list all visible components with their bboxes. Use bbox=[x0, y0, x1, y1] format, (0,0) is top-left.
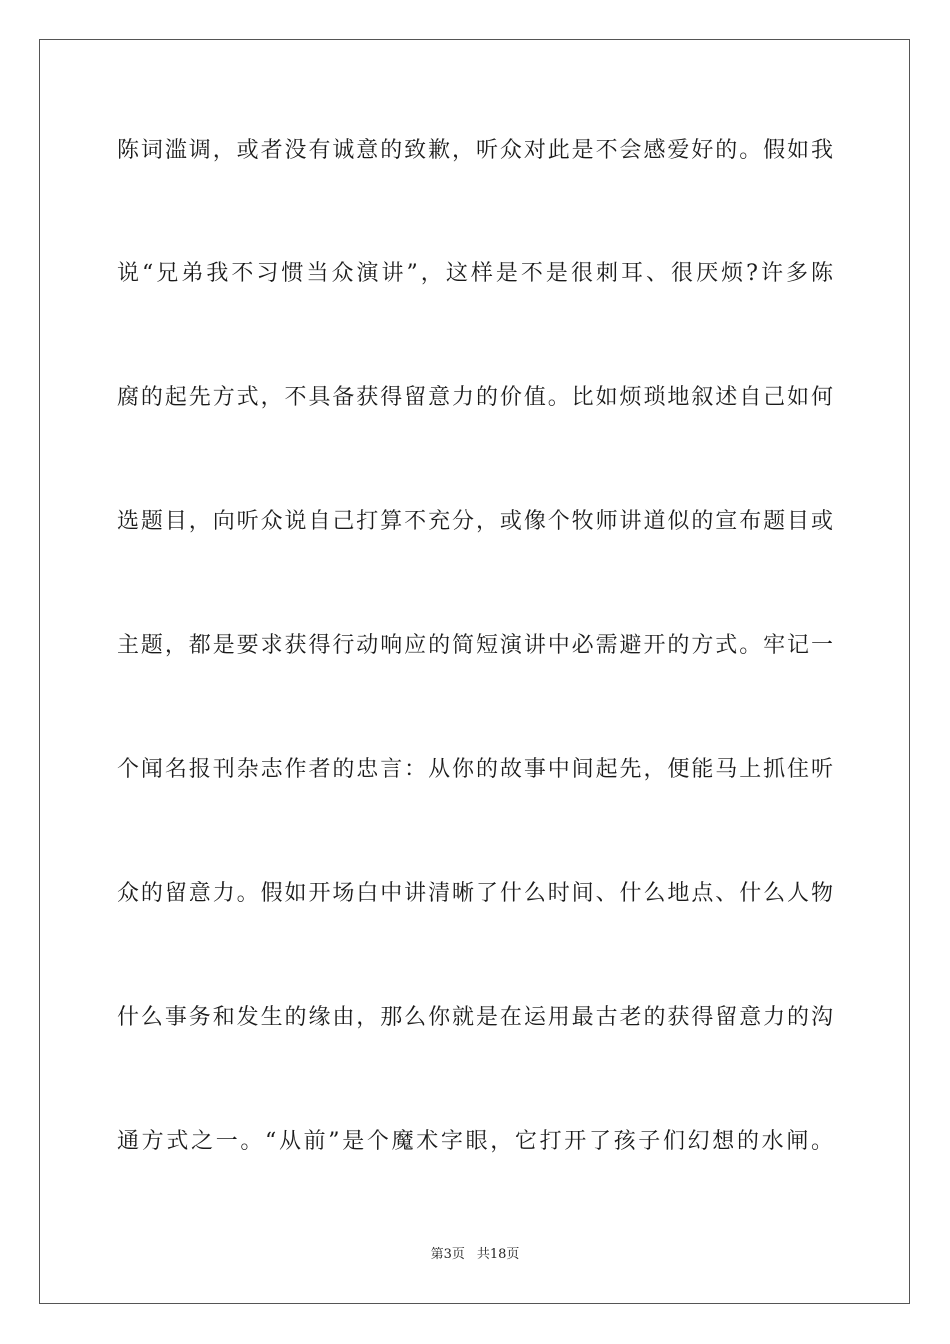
body-text-line: 通方式之一。“从前”是个魔术字眼，它打开了孩子们幻想的水闸。 bbox=[117, 1129, 833, 1154]
page-total: 共18页 bbox=[476, 1247, 520, 1262]
body-text-line: 选题目，向听众说自己打算不充分，或像个牧师讲道似的宣布题目或 bbox=[117, 509, 833, 534]
body-text-line: 主题，都是要求获得行动响应的简短演讲中必需避开的方式。牢记一 bbox=[117, 633, 833, 658]
page-footer bbox=[0, 1246, 950, 1264]
page-number: 第3页 bbox=[430, 1247, 465, 1262]
body-text-line: 说“兄弟我不习惯当众演讲”，这样是不是很刺耳、很厌烦?许多陈 bbox=[117, 261, 833, 286]
body-text-line: 众的留意力。假如开场白中讲清晰了什么时间、什么地点、什么人物 bbox=[117, 881, 833, 906]
body-text-line: 陈词滥调，或者没有诚意的致歉，听众对此是不会感爱好的。假如我 bbox=[117, 138, 833, 163]
page-border bbox=[39, 39, 910, 1304]
body-text-line: 什么事务和发生的缘由，那么你就是在运用最古老的获得留意力的沟 bbox=[117, 1005, 833, 1030]
body-text-line: 腐的起先方式，不具备获得留意力的价值。比如烦琐地叙述自己如何 bbox=[117, 385, 833, 410]
body-text-line: 个闻名报刊杂志作者的忠言：从你的故事中间起先，便能马上抓住听 bbox=[117, 757, 833, 782]
